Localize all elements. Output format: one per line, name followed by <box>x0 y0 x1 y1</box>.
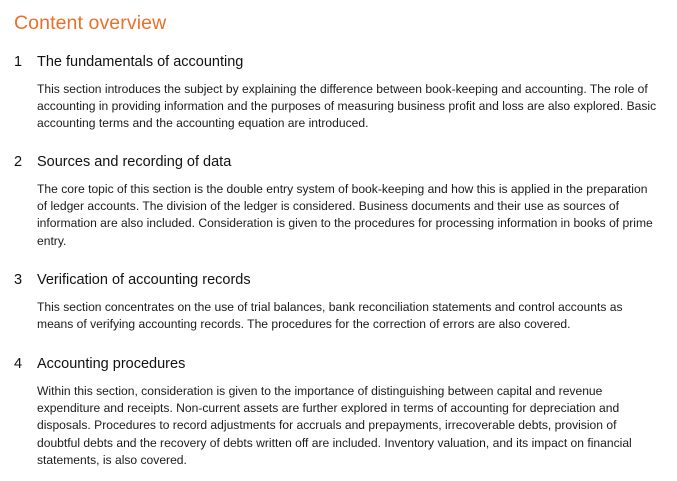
page-title: Content overview <box>14 12 167 34</box>
section-number: 1 <box>14 54 23 70</box>
section-heading <box>14 354 664 374</box>
section-number: 4 <box>14 356 23 372</box>
section-fundamentals-of-accounting <box>14 52 664 133</box>
section-title: The fundamentals of accounting <box>37 54 244 70</box>
section-title: Sources and recording of data <box>37 154 232 170</box>
section-number: 3 <box>14 272 23 288</box>
section-title: Verification of accounting records <box>37 272 251 288</box>
section-title: Accounting procedures <box>37 356 186 372</box>
section-number: 2 <box>14 154 23 170</box>
section-description: This section introduces the subject by explaining the difference between book-keeping and accounting. The role of accounting in providing information and the purposes of measuring business profit and loss are also explored. Basic accounting terms and the accounting equation are introduced. <box>37 82 657 131</box>
section-description: This section concentrates on the use of trial balances, bank reconciliation statements and control accounts as means of verifying accounting records. The procedures for the correction of errors are also covered. <box>37 300 623 332</box>
section-heading <box>14 152 664 172</box>
section-description: The core topic of this section is the double entry system of book-keeping and how this is applied in the preparation of ledger accounts. The division of the ledger is considered. Business documents and their use as sources of information are also included. Consideration is given to the procedures for processing information in books of prime entry. <box>37 182 653 248</box>
section-heading <box>14 270 664 290</box>
section-description: Within this section, consideration is given to the importance of distinguishing between capital and revenue expenditure and receipts. Non-current assets are further explored in terms of accounting for depreciation and disposals. Procedures to record adjustments for accruals and prepayments, irrecoverable debts, provision of doubtful debts and the recovery of debts written off are included. Inventory valuation, and its impact on financial statements, is also covered. <box>37 384 632 467</box>
section-accounting-procedures <box>14 354 664 469</box>
section-verification-of-accounting-records <box>14 270 664 333</box>
section-sources-and-recording-of-data <box>14 152 664 250</box>
section-heading <box>14 52 664 72</box>
